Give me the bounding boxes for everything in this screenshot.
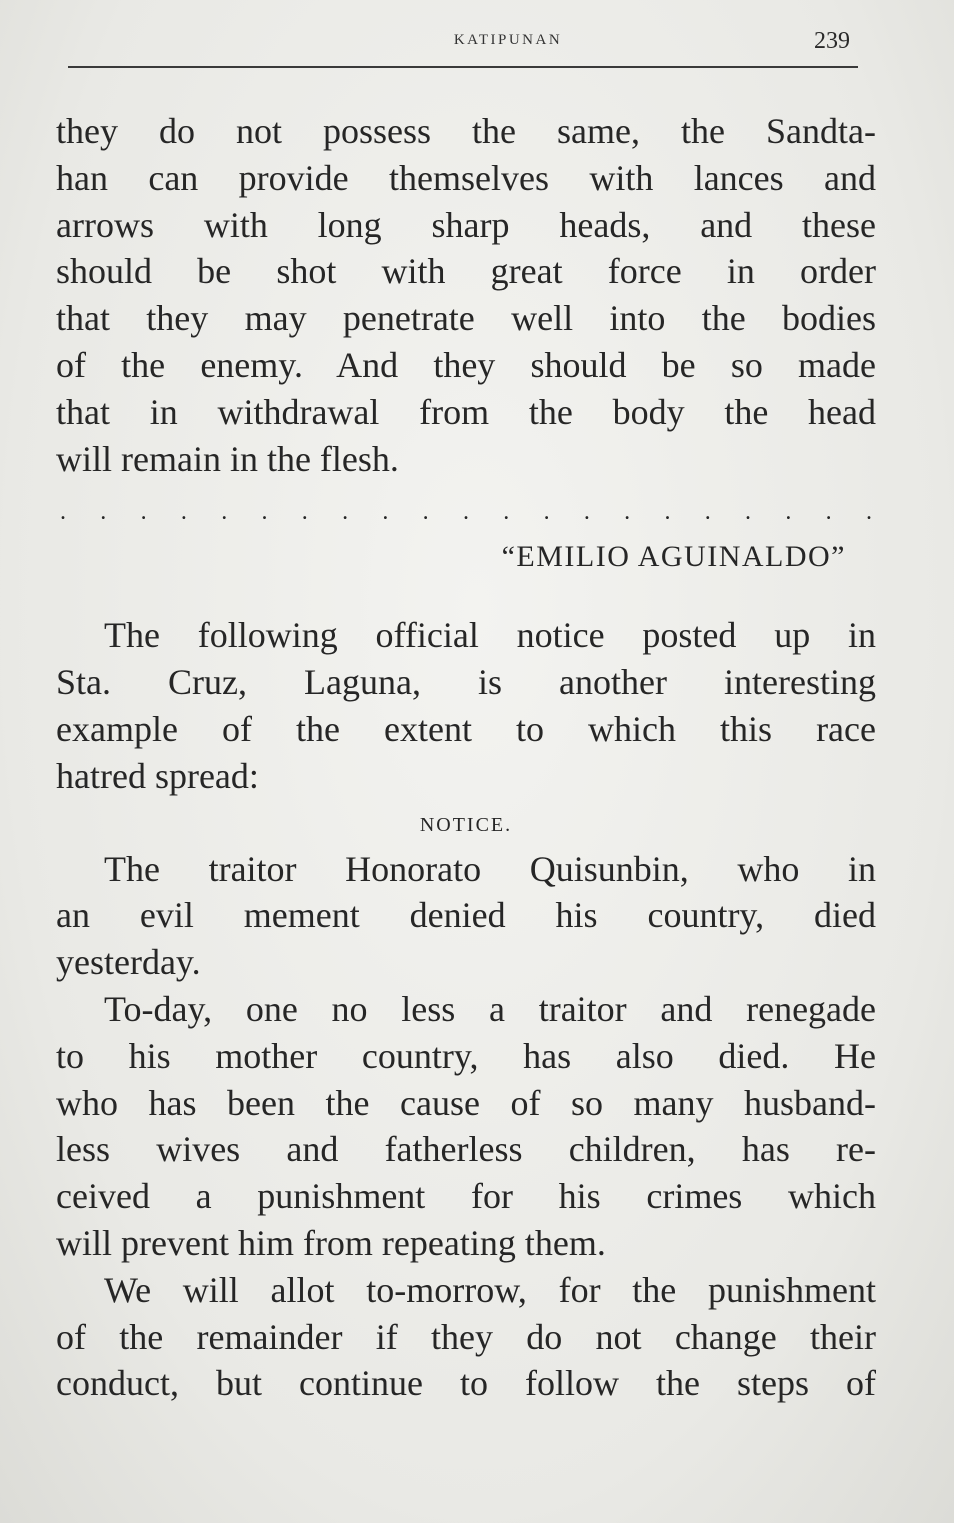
text-line: We will allot to-morrow, for the punishment (104, 1269, 876, 1310)
signature: “EMILIO AGUINALDO” (501, 540, 846, 574)
ellipsis-dot: . (382, 499, 389, 526)
ellipsis-dot: . (624, 499, 631, 526)
ellipsis-dot: . (865, 499, 872, 526)
ellipsis-dot: . (60, 499, 66, 526)
text-line: The following official notice posted up in (104, 615, 876, 656)
text-line: to his mother country, has also died. He (56, 1035, 876, 1076)
ellipsis-dot: . (785, 499, 792, 526)
page-number: 239 (814, 28, 850, 54)
text-line: should be shot with great force in order (56, 251, 876, 292)
ellipsis-dot: . (543, 499, 550, 526)
ellipsis-dot: . (180, 499, 187, 526)
notice-heading: NOTICE. (419, 813, 513, 836)
ellipsis-dot: . (503, 499, 510, 526)
ellipsis-dot: . (745, 499, 752, 526)
text-line: Sta. Cruz, Laguna, is another interesting (56, 662, 876, 703)
text-line: To-day, one no less a traitor and renegade (104, 988, 876, 1029)
text-line: The traitor Honorato Quisunbin, who in (104, 848, 876, 889)
text-line: will prevent him from repeating them. (56, 1222, 606, 1263)
ellipsis-dots (56, 492, 876, 532)
text-line: conduct, but continue to follow the steps of (56, 1363, 876, 1404)
text-line: example of the extent to which this race (56, 708, 876, 749)
text-line: of the remainder if they do not change their (56, 1316, 876, 1357)
header-rule (68, 66, 858, 68)
ellipsis-dot: . (342, 499, 349, 526)
page-header (68, 22, 858, 62)
text-line: hatred spread: (56, 755, 259, 796)
text-line: less wives and fatherless children, has re- (56, 1129, 876, 1170)
ellipsis-dot: . (664, 499, 671, 526)
ellipsis-dot: . (301, 499, 308, 526)
ellipsis-dot: . (261, 499, 268, 526)
text-line: han can provide themselves with lances and (56, 157, 876, 198)
text-line: they do not possess the same, the Sandta- (56, 111, 876, 151)
page-body (56, 108, 876, 1407)
text-line: that in withdrawal from the body the head (56, 391, 876, 432)
notice-paragraph (56, 1267, 876, 1407)
text-line: ceived a punishment for his crimes which (56, 1176, 876, 1217)
text-line: will remain in the flesh. (56, 438, 399, 479)
ellipsis-dot: . (221, 499, 228, 526)
text-line: that they may penetrate well into the bodies (56, 298, 876, 339)
ellipsis-dot: . (462, 499, 469, 526)
notice-paragraph (56, 986, 876, 1267)
text-line: an evil mement denied his country, died (56, 895, 876, 936)
letter-conclusion (56, 108, 876, 482)
intro-paragraph (56, 612, 876, 799)
notice-paragraph (56, 846, 876, 986)
text-line: of the enemy. And they should be so made (56, 344, 876, 385)
ellipsis-dot: . (704, 499, 711, 526)
ellipsis-dot: . (140, 499, 147, 526)
text-line: who has been the cause of so many husband- (56, 1082, 876, 1123)
running-title: KATIPUNAN (453, 32, 563, 48)
ellipsis-dot: . (583, 499, 590, 526)
ellipsis-dot: . (422, 499, 429, 526)
text-line: arrows with long sharp heads, and these (56, 204, 876, 245)
ellipsis-dot: . (100, 499, 107, 526)
ellipsis-dot: . (825, 499, 832, 526)
text-line: yesterday. (56, 942, 201, 983)
